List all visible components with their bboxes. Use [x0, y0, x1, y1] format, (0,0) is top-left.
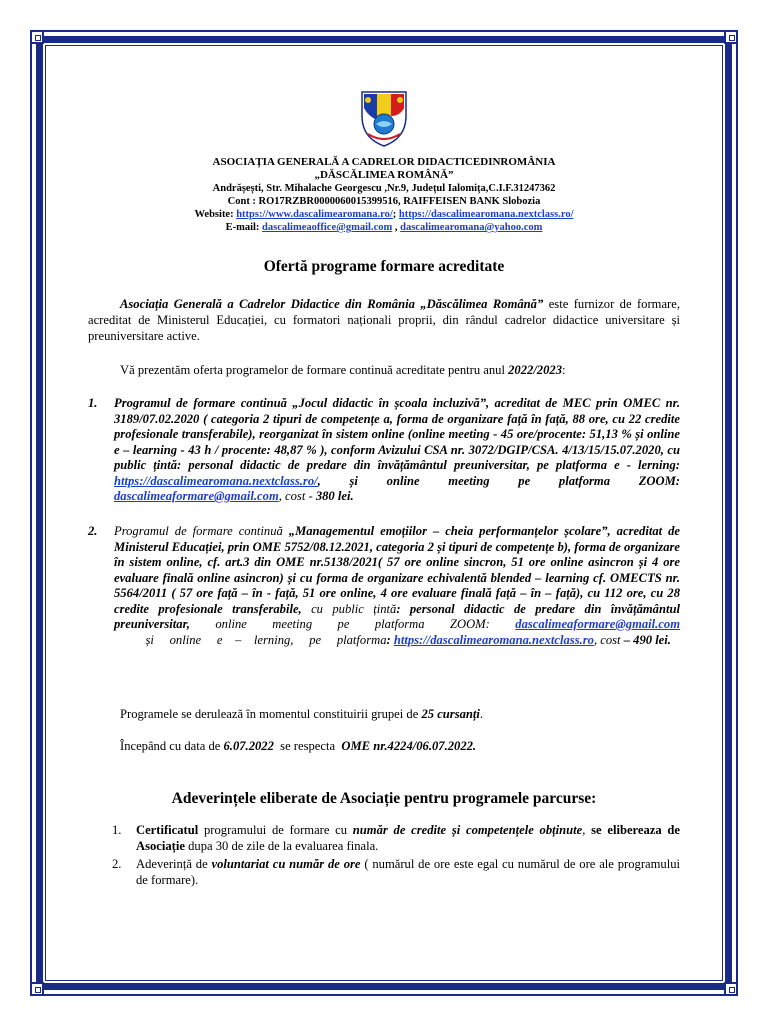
section-title: Adeverințele eliberate de Asociație pentru programele parcurse: [171, 790, 597, 807]
program-2-platform: online meeting pe platforma ZOOM: [215, 617, 516, 631]
letterhead [60, 156, 708, 234]
email-link-2[interactable]: dascalimearomana@yahoo.com [400, 222, 543, 233]
list-text: Adeverință de [136, 857, 212, 871]
offer-line [120, 362, 680, 378]
program-2-lead: Programul de formare continuă [114, 524, 289, 538]
org-website [60, 208, 708, 221]
list-number: 2. [112, 857, 122, 871]
list-emphasis: voluntariat cu număr de ore [211, 857, 361, 871]
program-number: 1. [88, 396, 98, 410]
org-email [60, 221, 708, 234]
program-2-elearning-link[interactable]: https://dascalimearomana.nextclass.ro [393, 632, 594, 647]
program-1-text: Programul de formare continuă „Jocul didactic în școala incluzivă”, acreditat de MEC prin OMEC nr. 3189/07.02.2020 ( categoria 2 tipuri de competențe a, forma de organizare față în față, 88 ore, cu 22 credite profesionale transferabile), reorganizat în sistem online (online meeting - 45 ore/procente: 51,13 % și online e – learning - 43 h / procente: 48,87 % ), conform Avizului CSA nr. 3072/DGIP/CSA. 4/13/15/15.07.2020, cu public țintă: personal didactic de predare din învățământul preuniversitar, pe platforma e - lerning: [114, 396, 680, 472]
list-bold: se elibereaza de Asociație [136, 823, 681, 853]
website-link-2[interactable]: https://dascalimearomana.nextclass.ro/ [398, 209, 574, 220]
website-link-1[interactable]: https://www.dascalimearomana.ro/ [236, 209, 393, 220]
ome-reference: OME nr.4224/06.07.2022. [341, 739, 477, 753]
org-name: ASOCIAȚIA GENERALĂ A CADRELOR DIDACTICEDINROMÂNIA [212, 156, 556, 168]
list-text: , [582, 823, 592, 837]
date-text: Începând cu data de [120, 739, 224, 753]
program-2-mid: și online e – lerning, pe platforma [114, 632, 387, 647]
list-text: dupa 30 de zile de la evaluarea finala. [184, 839, 379, 853]
intro-text: este furnizor de formare, acreditat de Ministerul Educației, cu formatori naționali proprii, din rândul cadrelor didactice universitare și preuniversitare active. [88, 297, 680, 343]
program-2-public-lead: cu public țintă [311, 601, 397, 616]
email-link-1[interactable]: dascalimeaoffice@gmail.com [262, 222, 393, 233]
org-subname: „DĂSCĂLIMEA ROMÂNĂ” [314, 169, 454, 181]
website-label: Website: [194, 209, 234, 220]
org-address: Andrășești, Str. Mihalache Georgescu ,Nr.9, Județul Ialomița,C.I.F.31247362 [212, 183, 556, 194]
program-2-text: „Managementul emoțiilor – cheia performanțelor școlare”, acreditat de Ministerul Educației, prin OME 5752/08.12.2021, categoria 2 și tipuri de competențe b), forma de organizare în sistem online, cf. art.3 din OME nr.5138/2021( 57 ore online sincron, 51 ore online asincron și 4 ore evaluare finală online asincron) și cu forma de organizare echivalentă blended – learning cf. OMECTS nr. 5564/2011 ( 57 ore față – în - față, 51 ore online, 4 ore evaluare finală față – în – față), cu 112 ore, cu 28 credite profesionale transferabile, [114, 524, 681, 616]
date-mid: se respecta [273, 739, 342, 753]
group-text: Programele se derulează în momentul constituirii grupei de [120, 707, 422, 721]
org-account: Cont : RO17RZBR0000060015399516, RAIFFEISEN BANK Slobozia [227, 196, 541, 207]
list-number: 1. [112, 823, 122, 837]
email-separator: , [392, 222, 401, 233]
intro-org-name: Asociația Generală a Cadrelor Didactice din România „Dăscălimea Română” [120, 297, 544, 311]
program-1-zoom-link[interactable]: dascalimeaformare@gmail.com [114, 489, 279, 503]
list-emphasis: număr de credite și competențele obținute [352, 823, 583, 837]
intro-paragraph [88, 296, 680, 344]
group-size: 25 cursanți [421, 707, 480, 721]
offer-text: Vă prezentăm oferta programelor de formare continuă acreditate pentru anul [120, 363, 509, 377]
effective-date-line [120, 738, 680, 754]
document-title: Ofertă programe formare acreditate [263, 258, 505, 275]
corner-ornament [724, 30, 738, 44]
corner-ornament [724, 982, 738, 996]
program-1-mid: , și online meeting pe platforma ZOOM: [317, 473, 680, 488]
association-logo [358, 86, 410, 148]
list-text: programului de formare cu [198, 823, 353, 837]
list-text: ( numărul de ore este egal cu numărul de ore ale programului de formare). [136, 857, 680, 887]
program-1-cost-label: , cost - [278, 489, 316, 503]
program-2-cost-label: , cost [593, 632, 624, 647]
program-number: 2. [88, 524, 98, 538]
certificate-label: Certificatul [136, 823, 199, 837]
group-size-line [120, 706, 680, 722]
corner-ornament [30, 30, 44, 44]
program-2-public: : personal didactic de predare din învățământul preuniversitar, [114, 601, 680, 631]
email-label: E-mail: [225, 222, 260, 233]
program-2-colon: : [386, 632, 394, 647]
program-1-cost: 380 lei. [315, 489, 354, 503]
group-end: . [479, 707, 484, 721]
effective-date: 6.07.2022 [223, 739, 274, 753]
corner-ornament [30, 982, 44, 996]
program-2-cost: – 490 lei. [623, 632, 671, 647]
program-1-elearning-link[interactable]: https://dascalimearomana.nextclass.ro/ [114, 473, 318, 488]
program-2-zoom-link[interactable]: dascalimeaformare@gmail.com [515, 617, 681, 631]
website-separator: ; [392, 209, 397, 220]
offer-year: 2022/2023 [508, 363, 562, 377]
offer-end: : [562, 363, 566, 377]
